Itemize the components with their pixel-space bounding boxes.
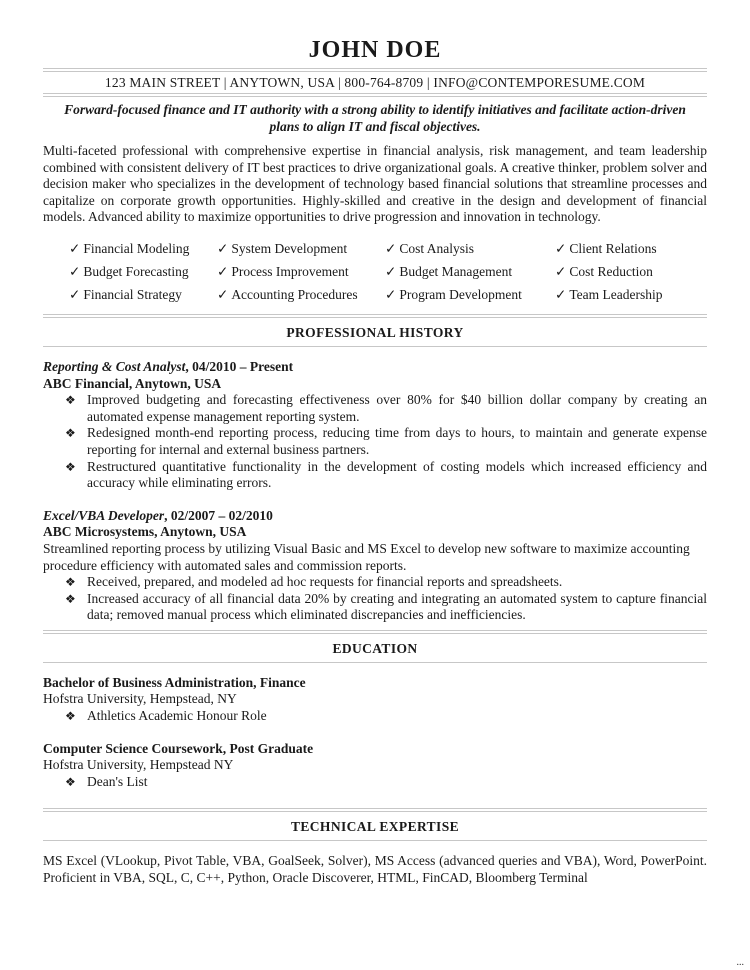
job-entry xyxy=(43,508,707,624)
job-company: ABC Financial, Anytown, USA xyxy=(43,375,222,391)
skill-item: ✓ System Development xyxy=(217,240,348,256)
contact-rule xyxy=(43,93,707,97)
check-icon: ✓ xyxy=(385,286,397,302)
check-icon: ✓ xyxy=(555,240,567,256)
school: Hofstra University, Hempstead NY xyxy=(43,757,234,773)
list-item: ❖ Restructured quantitative functionality in the development of costing models which increased efficiency and accuracy while eliminating errors. xyxy=(65,458,707,491)
job-dates: , 04/2010 – Present xyxy=(185,358,294,374)
summary: Multi-faceted professional with comprehensive expertise in financial analysis, risk management, and team leadership combined with consistent delivery of IT best practices to drive organizational goals. A creative thinker, problem solver and decision maker who specializes in the development of technology based financial solutions that streamline processes and capitalize on corporate growth opportunities. Highly-skilled and creative in the design and development of financial models. Advanced ability to maximize opportunities to drive progression and innovation in technology. xyxy=(43,143,707,225)
honors-list xyxy=(43,708,707,725)
section-rule xyxy=(43,808,707,812)
degree: Bachelor of Business Administration, Finance xyxy=(43,674,306,690)
diamond-bullet-icon: ❖ xyxy=(65,393,76,408)
education-entry xyxy=(43,741,707,791)
job-title: Excel/VBA Developer xyxy=(43,507,165,523)
skill-item: ✓ Financial Strategy xyxy=(69,286,182,302)
candidate-name: JOHN DOE xyxy=(308,37,442,63)
job-title: Reporting & Cost Analyst xyxy=(43,358,186,374)
skill-item: ✓ Process Improvement xyxy=(217,263,349,279)
list-item: ❖ Increased accuracy of all financial data 20% by creating and integrating an automated system to capture financial data; removed manual process which eliminated discrepancies and inefficiencies. xyxy=(65,590,707,623)
technical-skills: MS Excel (VLookup, Pivot Table, VBA, GoalSeek, Solver), MS Access (advanced queries and VBA), Word, PowerPoint. Proficient in VBA, SQL, C, C++, Python, Oracle Discoverer, HTML, FinCAD, Bloomberg Terminal xyxy=(43,853,707,886)
diamond-bullet-icon: ❖ xyxy=(65,774,76,789)
header-rule xyxy=(43,68,707,72)
skills-grid xyxy=(69,240,707,304)
list-item: ❖ Athletics Academic Honour Role xyxy=(65,708,267,724)
list-item: ❖ Improved budgeting and forecasting effectiveness over 80% for $40 billion dollar company by creating an automated expense management reporting system. xyxy=(65,392,707,424)
section-rule xyxy=(43,840,707,841)
check-icon: ✓ xyxy=(69,240,81,256)
job-company: ABC Microsystems, Anytown, USA xyxy=(43,524,247,540)
section-rule xyxy=(43,662,707,663)
check-icon: ✓ xyxy=(217,240,229,256)
section-rule xyxy=(43,346,707,347)
contact-line: 123 MAIN STREET | ANYTOWN, USA | 800-764-8709 | INFO@CONTEMPORESUME.COM xyxy=(104,75,646,90)
school: Hofstra University, Hempstead, NY xyxy=(43,691,237,707)
job-heading xyxy=(43,359,707,376)
degree: Computer Science Coursework, Post Graduate xyxy=(43,740,314,756)
skill-item: ✓ Program Development xyxy=(385,286,522,302)
diamond-bullet-icon: ❖ xyxy=(65,426,76,441)
check-icon: ✓ xyxy=(555,263,567,279)
skill-item: ✓ Budget Management xyxy=(385,263,513,279)
section-title-history: PROFESSIONAL HISTORY xyxy=(286,324,464,340)
section-rule xyxy=(43,314,707,318)
skill-item: ✓ Cost Analysis xyxy=(385,240,474,256)
check-icon: ✓ xyxy=(385,240,397,256)
check-icon: ✓ xyxy=(217,263,229,279)
section-rule xyxy=(43,630,707,634)
check-icon: ✓ xyxy=(69,286,81,302)
diamond-bullet-icon: ❖ xyxy=(65,591,76,606)
diamond-bullet-icon: ❖ xyxy=(65,575,76,590)
tagline: Forward-focused finance and IT authority with a strong ability to identify initiatives and facilitate action-driven plans to align IT and fiscal objectives. xyxy=(64,102,686,134)
job-description: Streamlined reporting process by utilizing Visual Basic and MS Excel to develop new software to maximize accounting procedure efficiency with automated sales and commission reports. xyxy=(43,540,690,573)
skill-item: ✓ Budget Forecasting xyxy=(69,263,189,279)
corner-mark: ... xyxy=(736,957,744,968)
skill-item: ✓ Client Relations xyxy=(555,240,657,256)
list-item: ❖ Dean's List xyxy=(65,773,148,789)
skill-item: ✓ Financial Modeling xyxy=(69,240,190,256)
job-entry xyxy=(43,359,707,492)
section-title-technical: TECHNICAL EXPERTISE xyxy=(290,819,460,835)
check-icon: ✓ xyxy=(69,263,81,279)
section-title-education: EDUCATION xyxy=(332,640,418,656)
job-bullets xyxy=(43,392,707,492)
list-item: ❖ Redesigned month-end reporting process, reducing time from days to hours, to maintain and generate expense reporting for internal and external business partners. xyxy=(65,425,707,457)
diamond-bullet-icon: ❖ xyxy=(65,709,76,724)
skill-item: ✓ Team Leadership xyxy=(555,286,663,302)
job-dates: , 02/2007 – 02/2010 xyxy=(164,507,273,523)
check-icon: ✓ xyxy=(385,263,397,279)
list-item: ❖ Received, prepared, and modeled ad hoc requests for financial reports and spreadsheets. xyxy=(65,574,563,590)
diamond-bullet-icon: ❖ xyxy=(65,459,76,474)
skill-item: ✓ Cost Reduction xyxy=(555,263,653,279)
check-icon: ✓ xyxy=(555,286,567,302)
job-heading xyxy=(43,508,707,525)
education-entry xyxy=(43,675,707,725)
skill-item: ✓ Accounting Procedures xyxy=(217,286,358,302)
job-bullets xyxy=(43,574,707,624)
honors-list xyxy=(43,774,707,791)
check-icon: ✓ xyxy=(217,286,229,302)
resume-page xyxy=(43,36,707,887)
